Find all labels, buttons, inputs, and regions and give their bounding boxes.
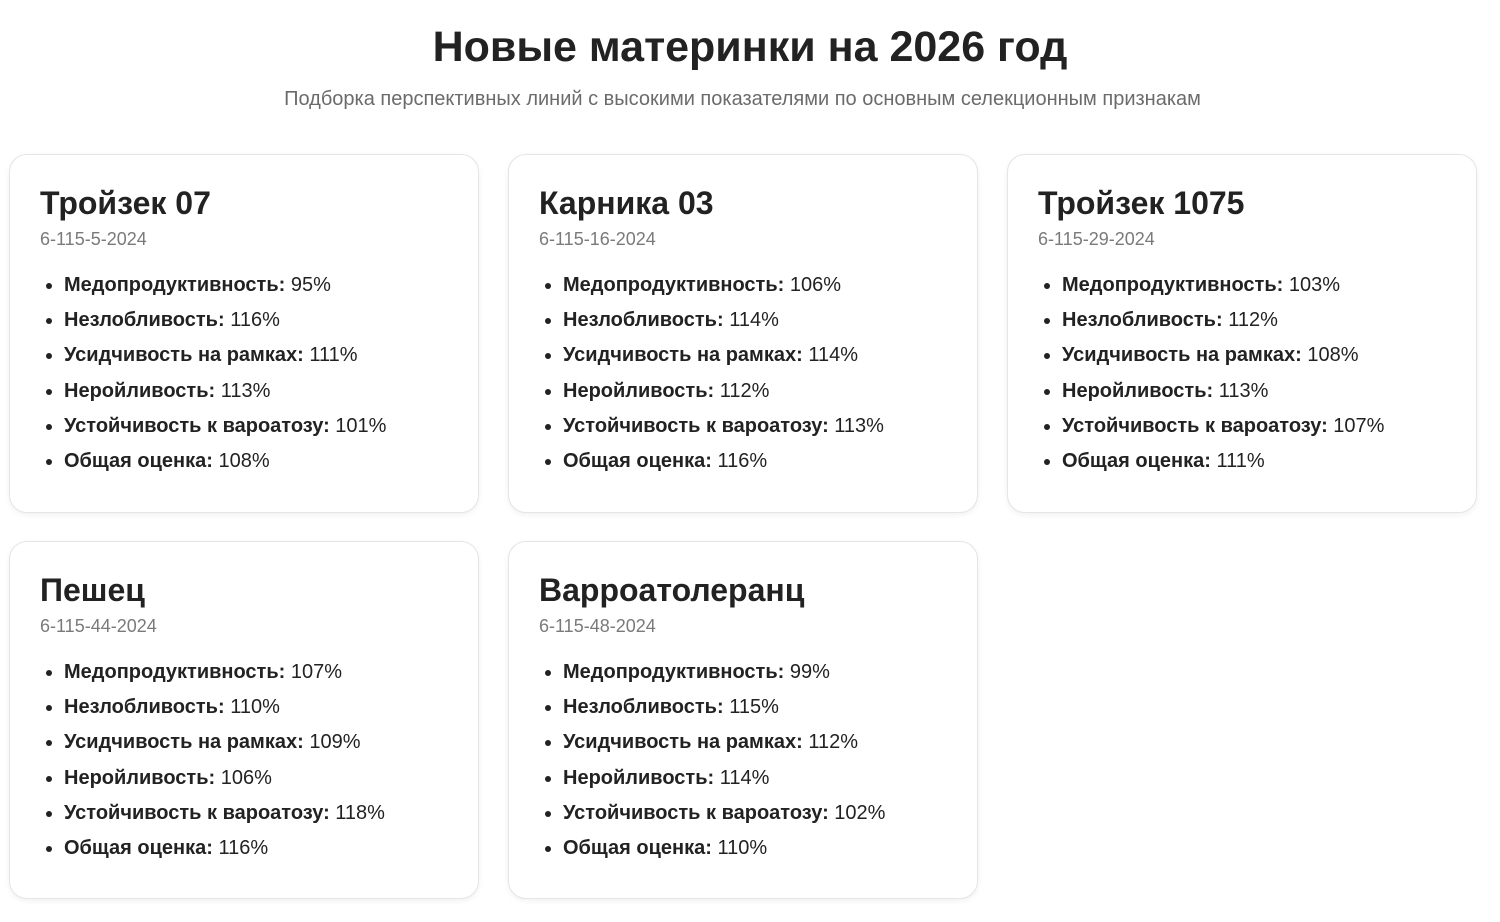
bullet-icon	[1044, 283, 1050, 289]
metric-item	[1038, 444, 1446, 479]
metric-item	[539, 303, 947, 338]
metric-value: 113%	[834, 414, 884, 437]
metric-value: 108%	[218, 450, 270, 473]
metric-value: 116%	[717, 450, 768, 473]
metric-item	[40, 303, 448, 338]
metric-value: 99%	[789, 661, 830, 683]
metric-label: Незлобливость:	[563, 696, 724, 719]
page-subtitle: Подборка перспективных линий с высокими показателями по основным селекционным признакам	[284, 88, 1201, 110]
metric-label: Неройливость:	[563, 766, 715, 789]
metric-item	[40, 690, 448, 725]
metric-value: 112%	[1228, 309, 1278, 332]
bullet-icon	[545, 811, 551, 817]
metric-value: 107%	[1333, 414, 1385, 437]
metric-item	[539, 761, 947, 796]
metric-value: 106%	[220, 766, 272, 789]
metric-label: Медопродуктивность:	[563, 661, 785, 683]
bullet-icon	[46, 670, 52, 676]
card-code: 6-115-5-2024	[40, 229, 147, 249]
metric-value: 114%	[729, 309, 779, 332]
metric-item	[539, 831, 947, 866]
bullet-icon	[46, 811, 52, 817]
metrics-list	[40, 268, 448, 479]
metric-item	[539, 374, 947, 409]
metric-item	[1038, 338, 1446, 373]
card-code: 6-115-44-2024	[40, 616, 157, 636]
card-title: Тройзек 1075	[1038, 185, 1245, 221]
bullet-icon	[46, 846, 52, 852]
queen-line-card	[9, 541, 479, 899]
card-title: Пешец	[40, 572, 145, 608]
metric-label: Общая оценка:	[64, 450, 213, 473]
metric-item	[539, 338, 947, 373]
metric-value: 116%	[230, 309, 280, 332]
metric-label: Усидчивость на рамках:	[563, 344, 803, 367]
card-title: Карника 03	[539, 185, 714, 221]
card-code: 6-115-29-2024	[1038, 229, 1155, 249]
metric-label: Усидчивость на рамках:	[64, 731, 304, 754]
metric-label: Усидчивость на рамках:	[563, 731, 803, 754]
metric-value: 115%	[729, 696, 779, 719]
bullet-icon	[545, 740, 551, 746]
metric-label: Общая оценка:	[1062, 450, 1211, 473]
metric-label: Медопродуктивность:	[1062, 274, 1284, 296]
metric-label: Неройливость:	[64, 379, 216, 402]
metric-label: Незлобливость:	[64, 696, 225, 719]
bullet-icon	[545, 459, 551, 465]
card-title: Варроатолеранц	[539, 572, 805, 608]
metric-value: 110%	[717, 837, 768, 860]
metric-item	[539, 444, 947, 479]
bullet-icon	[46, 424, 52, 430]
metric-item	[40, 761, 448, 796]
bullet-icon	[46, 740, 52, 746]
bullet-icon	[545, 283, 551, 289]
bullet-icon	[46, 283, 52, 289]
metric-label: Незлобливость:	[563, 309, 724, 332]
metric-label: Общая оценка:	[64, 837, 213, 860]
metric-value: 114%	[808, 344, 858, 367]
metric-value: 114%	[719, 766, 770, 789]
card-title: Тройзек 07	[40, 185, 211, 221]
bullet-icon	[1044, 424, 1050, 430]
metric-item	[1038, 268, 1446, 303]
metric-item	[40, 338, 448, 373]
metric-value: 113%	[220, 379, 271, 402]
bullet-icon	[545, 353, 551, 359]
bullet-icon	[545, 776, 551, 782]
metrics-list	[40, 655, 448, 866]
bullet-icon	[46, 353, 52, 359]
metric-item	[40, 374, 448, 409]
metric-label: Неройливость:	[64, 766, 216, 789]
metric-label: Неройливость:	[1062, 379, 1214, 402]
metric-label: Незлобливость:	[64, 309, 225, 332]
bullet-icon	[46, 776, 52, 782]
metric-value: 111%	[309, 344, 358, 367]
metrics-list	[1038, 268, 1446, 479]
metric-value: 107%	[290, 661, 343, 683]
metric-label: Устойчивость к вароатозу:	[563, 414, 829, 437]
bullet-icon	[46, 389, 52, 395]
metric-value: 106%	[789, 274, 842, 296]
metric-label: Устойчивость к вароатозу:	[563, 801, 829, 824]
metric-label: Незлобливость:	[1062, 309, 1223, 332]
metric-item	[40, 655, 448, 690]
metric-item	[40, 725, 448, 760]
metric-label: Медопродуктивность:	[563, 274, 785, 296]
card-code: 6-115-16-2024	[539, 229, 656, 249]
queen-line-card	[9, 154, 479, 513]
bullet-icon	[46, 705, 52, 711]
queen-line-card	[1007, 154, 1477, 513]
metric-value: 112%	[719, 379, 770, 402]
metric-item	[40, 268, 448, 303]
bullet-icon	[1044, 318, 1050, 324]
bullet-icon	[46, 318, 52, 324]
metric-item	[539, 796, 947, 831]
metric-label: Медопродуктивность:	[64, 661, 286, 683]
metric-item	[40, 831, 448, 866]
metric-value: 95%	[290, 274, 331, 296]
metric-item	[539, 655, 947, 690]
bullet-icon	[46, 459, 52, 465]
metric-item	[539, 409, 947, 444]
bullet-icon	[1044, 353, 1050, 359]
metric-label: Усидчивость на рамках:	[64, 344, 304, 367]
metric-label: Неройливость:	[563, 379, 715, 402]
metrics-list	[539, 655, 947, 866]
metric-label: Усидчивость на рамках:	[1062, 344, 1302, 367]
bullet-icon	[545, 424, 551, 430]
metric-label: Медопродуктивность:	[64, 274, 286, 296]
queen-line-card	[508, 154, 978, 513]
card-code: 6-115-48-2024	[539, 616, 656, 636]
metric-item	[539, 725, 947, 760]
metric-value: 116%	[218, 837, 269, 860]
metric-item	[40, 796, 448, 831]
bullet-icon	[545, 705, 551, 711]
metric-item	[1038, 374, 1446, 409]
bullet-icon	[545, 389, 551, 395]
bullet-icon	[1044, 389, 1050, 395]
metric-label: Устойчивость к вароатозу:	[1062, 414, 1328, 437]
bullet-icon	[545, 670, 551, 676]
metric-item	[539, 690, 947, 725]
metric-label: Общая оценка:	[563, 450, 712, 473]
metric-item	[1038, 303, 1446, 338]
metric-label: Устойчивость к вароатозу:	[64, 414, 330, 437]
bullet-icon	[1044, 459, 1050, 465]
metric-value: 113%	[1218, 379, 1269, 402]
metric-value: 102%	[834, 801, 886, 824]
metric-value: 110%	[230, 696, 280, 719]
metric-item	[40, 444, 448, 479]
metric-item	[40, 409, 448, 444]
metric-label: Устойчивость к вароатозу:	[64, 801, 330, 824]
metric-value: 109%	[309, 731, 361, 754]
page-title: Новые материнки на 2026 год	[432, 23, 1068, 71]
metric-item	[1038, 409, 1446, 444]
metric-value: 111%	[1216, 450, 1265, 473]
metric-value: 118%	[335, 801, 385, 824]
metric-value: 108%	[1307, 344, 1359, 367]
metric-value: 103%	[1288, 274, 1341, 296]
metric-value: 112%	[808, 731, 858, 754]
metric-item	[539, 268, 947, 303]
metrics-list	[539, 268, 947, 479]
bullet-icon	[545, 318, 551, 324]
metric-label: Общая оценка:	[563, 837, 712, 860]
queen-line-card	[508, 541, 978, 899]
metric-value: 101%	[335, 414, 387, 437]
bullet-icon	[545, 846, 551, 852]
